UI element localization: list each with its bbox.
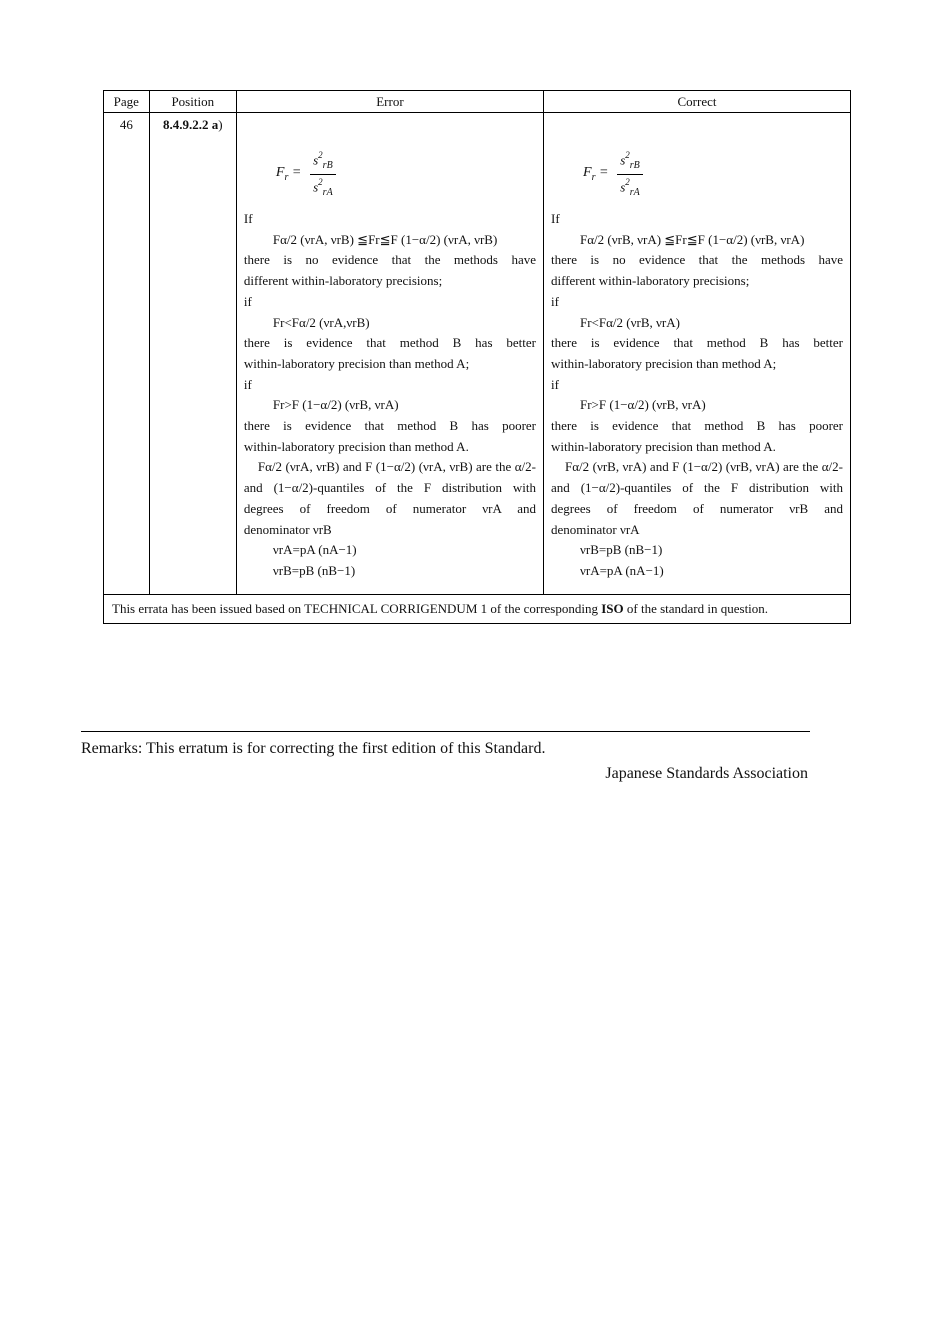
footer-note-after: of the standard in question. <box>623 600 769 616</box>
correct-line: and (1−α/2)-quantiles of the F distribution with <box>551 480 843 496</box>
error-line: if <box>243 376 252 392</box>
header-page: Page <box>104 91 150 113</box>
correct-formula-lhs: $F_r$ = <box>583 165 609 183</box>
error-line: Fr>F (1−α/2) (νrB, νrA) <box>272 397 399 413</box>
errata-table <box>103 90 851 624</box>
correct-line: there is evidence that method B has better <box>551 335 843 351</box>
correct-line: if <box>551 376 559 392</box>
error-line: within-laboratory precision than method A; <box>243 355 470 371</box>
error-fraction <box>310 149 336 200</box>
header-error: Error <box>236 91 543 113</box>
correct-line: there is evidence that method B has poorer <box>551 418 843 434</box>
error-line: Fα/2 (νrA, νrB) ≦Fr≦F (1−α/2) (νrA, νrB) <box>272 231 498 247</box>
remarks-text: Remarks: This erratum is for correcting the first edition of this Standard. <box>81 740 546 757</box>
correct-line: there is no evidence that the methods have <box>551 252 843 268</box>
errata-row <box>104 113 851 595</box>
correct-line: within-laboratory precision than method A; <box>551 355 777 371</box>
correct-fraction-numerator: $s^2_{rB}$ <box>617 149 643 175</box>
page-cell <box>104 113 150 595</box>
publisher-name: Japanese Standards Association <box>605 765 808 782</box>
error-formula <box>244 113 536 209</box>
error-line: if <box>243 293 252 309</box>
correct-line: different within-laboratory precisions; <box>551 273 750 289</box>
correct-line: Fα/2 (νrB, νrA) ≦Fr≦F (1−α/2) (νrB, νrA) <box>580 231 805 247</box>
error-line: νrB=pB (nB−1) <box>272 562 356 578</box>
correct-line: Fr>F (1−α/2) (νrB, νrA) <box>580 397 706 413</box>
correct-line: Fr<Fα/2 (νrB, νrA) <box>580 314 680 330</box>
footer-note <box>104 594 851 624</box>
error-line: degrees of freedom of numerator νrA and <box>243 500 536 516</box>
header-position: Position <box>149 91 236 113</box>
error-line: Fr<Fα/2 (νrA,νrB) <box>272 314 370 330</box>
page-number: 46 <box>119 117 133 132</box>
position-cell <box>149 113 236 595</box>
correct-formula <box>551 113 843 209</box>
error-line: and (1−α/2)-quantiles of the F distribution with <box>243 480 536 496</box>
position-value <box>150 113 236 136</box>
error-content <box>237 113 543 594</box>
error-line: Fα/2 (νrA, νrB) and F (1−α/2) (νrA, νrB) are the α/2- <box>257 459 536 475</box>
correct-line: if <box>551 293 559 309</box>
error-cell <box>236 113 543 595</box>
error-line: If <box>243 211 253 226</box>
error-line: νrA=pA (nA−1) <box>272 542 357 558</box>
position-number: 8.4.9.2.2 a <box>162 117 219 132</box>
error-line: there is evidence that method B has poorer <box>243 418 536 434</box>
footer-row <box>104 594 851 624</box>
correct-fraction-denominator: $s^2_{rA}$ <box>620 176 640 198</box>
correct-line: denominator νrA <box>551 521 640 537</box>
correct-line: νrA=pA (nA−1) <box>580 562 664 578</box>
footer-note-iso: ISO <box>601 600 624 616</box>
error-line: there is evidence that method B has better <box>243 335 536 351</box>
position-paren: ) <box>218 117 223 132</box>
error-line: within-laboratory precision than method A. <box>243 438 469 454</box>
header-correct: Correct <box>544 91 851 113</box>
correct-line: degrees of freedom of numerator νrB and <box>551 500 843 516</box>
footer-note-before: This errata has been issued based on TECHNICAL CORRIGENDUM 1 of the corresponding <box>112 600 602 616</box>
error-formula-lhs: $F_r$ = <box>275 165 302 183</box>
correct-line: If <box>551 211 560 226</box>
correct-line: within-laboratory precision than method A. <box>551 438 776 454</box>
error-fraction-denominator: $s^2_{rA}$ <box>313 176 333 198</box>
correct-cell <box>544 113 851 595</box>
error-line: there is no evidence that the methods have <box>243 252 536 268</box>
divider-rule <box>81 731 810 732</box>
header-row <box>104 91 851 113</box>
error-fraction-numerator: $s^2_{rB}$ <box>310 149 336 175</box>
correct-line: νrB=pB (nB−1) <box>580 542 663 558</box>
correct-content <box>544 113 850 594</box>
correct-line: Fα/2 (νrB, νrA) and F (1−α/2) (νrB, νrA) are the α/2- <box>565 459 843 475</box>
correct-fraction <box>617 149 643 200</box>
error-line: denominator νrB <box>243 521 332 537</box>
error-line: different within-laboratory precisions; <box>243 273 443 289</box>
